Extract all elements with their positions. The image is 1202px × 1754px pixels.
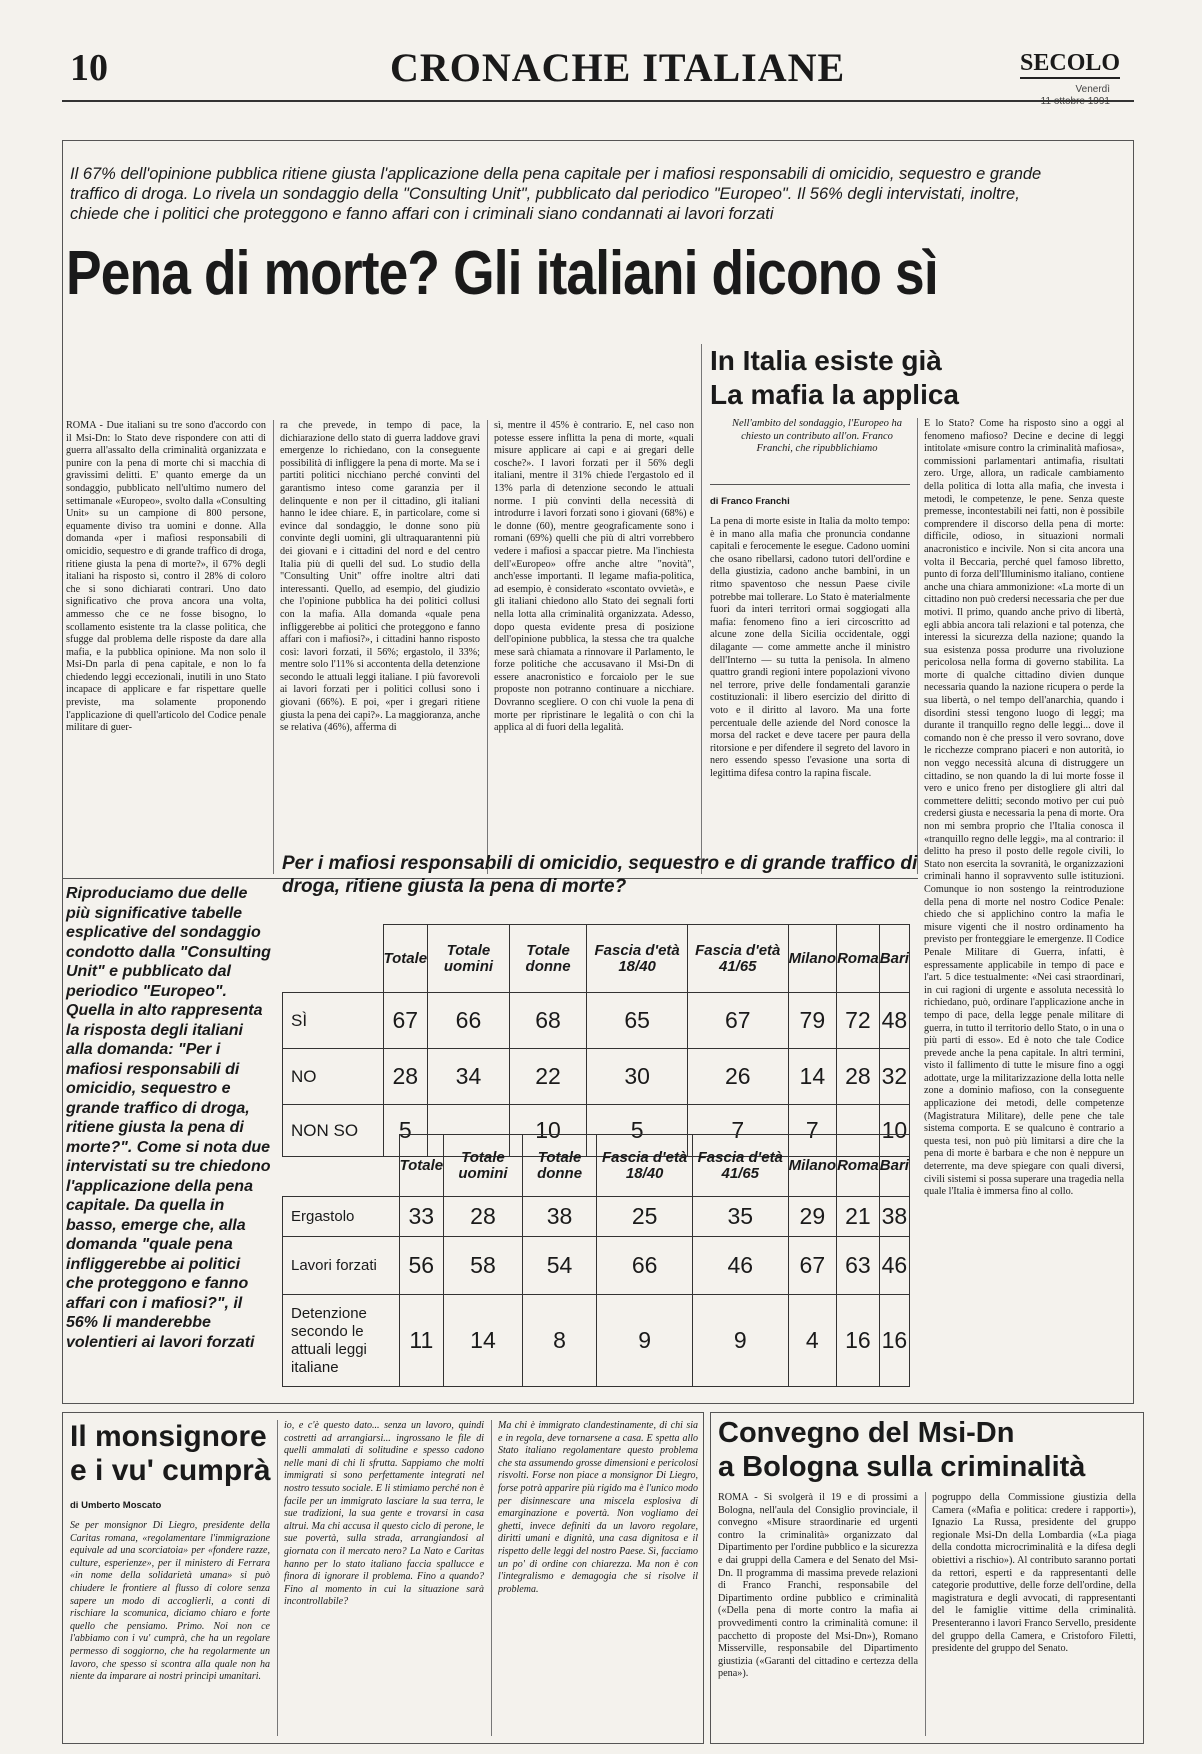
table-row: [283, 1197, 910, 1237]
row-label: Lavori forzati: [283, 1237, 400, 1295]
byline-rule: [710, 484, 910, 485]
table-row: [283, 1049, 910, 1105]
table-cell: 7: [687, 1105, 788, 1157]
sidebar-headline: [710, 344, 1010, 412]
table-cell: 25: [597, 1197, 693, 1237]
poll-caption: Riproduciamo due delle più significative tabelle esplicative del sondaggio condotto dalla "Consulting Unit" e pubblicato dal periodico "Europeo". Quella in alto rappresenta la risposta degli italiani alla domanda: "Per i mafiosi responsabili di omicidio, sequestro e grande traffico di droga, ritiene giusta la pena di morte?". Come si nota due intervistati su tre chiedono l'applicazione della pena capitale. Da quella in basso, emerge che, alla domanda "quale pena infliggerebbe ai politici che proteggono e fanno affari con i mafiosi?", il 56% li manderebbe volentieri ai lavori forzati: [66, 885, 271, 1351]
table-cell: 28: [383, 1049, 428, 1105]
table-cell: 54: [522, 1237, 597, 1295]
table-cell: 5: [383, 1105, 428, 1157]
sidebar-headline-line-2: La mafia la applica: [710, 379, 959, 410]
bottom-left-column-2: io, e c'è questo dato... senza un lavoro, quindi costretti ad arrangiarsi... ingrossano le file di quelli ammalati di solitudine e spesso cadono nelle mani di chi li sfrutta. Sappiamo che molti immigrati si sono perfettamente integrati nel nostro tessuto sociale. E li stimiamo perché non è facile per un immigrato lasciare la sua terra, le sue tradizioni, la sua gente e trovarsi in casa altrui. Ma chi accusa il questo ciclo di perone, le sue povertà, sulla strada, arrangiandosi al giornata con il mercato nero? La Nato e Caritas hanno per lo stato italiano faccia spallucce e finora di ignorare il problema. Fino a quando? Fino al momento in cui la situazione sarà incontrollabile?: [284, 1420, 484, 1608]
table-cell: 46: [879, 1237, 909, 1295]
table-cell: 35: [692, 1197, 788, 1237]
table-cell: 67: [383, 993, 428, 1049]
row-label: SÌ: [283, 993, 384, 1049]
header-milano: Milano: [788, 1135, 837, 1197]
header-fascia-41-65: Fascia d'età 41/65: [687, 925, 788, 993]
row-label: Detenzione secondo le attuali leggi italiane: [283, 1295, 400, 1387]
column-rule: [277, 1420, 278, 1736]
article-column-2: ra che prevede, in tempo di pace, la dichiarazione dello stato di guerra laddove gravi emergenze lo richiedano, con la conseguente possibilità di infliggere la pena di morte. Ma se i partiti politici nicchiano perché convinti del garantismo inteso come garanzia per il delinquente e non per il cittadino, gli italiani hanno le idee chiare. E, in particolare, come si evince dal sondaggio, le donne sono più convinte degli uomini, gli ultraquarantenni più dei giovani e i cittadini del nord e del centro Italia più di quelli del sud. Lo studio della "Consulting Unit" offre inoltre altri dati interessanti. Quello, ad esempio, del giudizio che l'opinione pubblica ha dei politici collusi con la mafia. Alla domanda «quale pena infliggerebbe ai politici che proteggono e fanno affari con i mafiosi?», i cittadini hanno risposto così: lavori forzati, il 56%; ergastolo, il 33%; mentre solo l'11% si accontenta della detenzione secondo le attuali leggi italiane. I più favorevoli ai lavori forzati per i politici collusi sono i giovani (66%). E poi, «per i gregari ritiene giusta la pena dei capi?». La maggioranza, anche se relativa (46%), afferma di: [280, 420, 480, 734]
bottom-right-column-2: pogruppo della Commissione giustizia della Camera («Mafia e politica: credere i rapporti»), Ignazio La Russa, presidente del gruppo regionale Msi-Dn della Lombardia («La piaga della condotta microcriminalità e la difesa degli obiettivi a rischio»). Al contributo saranno portati da rettori, esperti e da rappresentanti delle categorie produttive, delle forze dell'ordine, della magistratura e degli avvocati, di rappresentanti del le famiglie vittime della criminalità. Presenteranno i lavori Franco Servello, presidente del gruppo della Camera, e Cristoforo Filetti, presidente del gruppo del Senato.: [932, 1492, 1136, 1655]
table-cell: 21: [837, 1197, 880, 1237]
bottom-right-headline-line-2: a Bologna sulla criminalità: [718, 1451, 1086, 1483]
bottom-left-headline-line-2: e i vu' cumprà: [70, 1454, 271, 1487]
bottom-left-headline: [70, 1420, 280, 1488]
bottom-left-headline-line-1: Il monsignore: [70, 1420, 267, 1453]
table-cell: 48: [879, 993, 909, 1049]
row-label: Ergastolo: [283, 1197, 400, 1237]
column-rule: [701, 344, 702, 874]
article-column-1: ROMA - Due italiani su tre sono d'accordo con il Msi-Dn: lo Stato deve rispondere con atti di guerra all'assalto della criminalità organizzata e punire con la pena di morte chi si macchia di gravissimi delitti. E' quanto emerge da un sondaggio, pubblicato nell'ultimo numero del settimanale «Europeo», svolto dalla «Consulting Unit» su un campione di 800 persone, equamente diviso tra uomini e donne. Alla domanda «per i mafiosi responsabili di omicidio, sequestro e di grande traffico di droga, ritiene giusta la pena di morte?», il 67% degli italiani ha risposto sì, contro il 28% di coloro che si sono dichiarati contrari. Uno dato significativo che prova ancora una volta, ammesso che ce ne fosse bisogno, lo scollamento esistente tra la classe politica, che sfugge dal problema delle risposte da dare alla mafia, e la pubblica opinione. Ma non solo il Msi-Dn parla di pena capitale, e non lo fa chiedendo leggi eccezionali, inutili in uno Stato incapace di applicare e far rispettare quelle previste, ma solamente proponendo l'applicazione di quell'articolo del Codice penale militare di guer-: [66, 420, 266, 734]
sidebar-headline-line-1: In Italia esiste già: [710, 345, 942, 376]
poll-table-politicians: [282, 1134, 910, 1387]
table-cell: 14: [444, 1295, 523, 1387]
table-cell: 28: [444, 1197, 523, 1237]
page-number: 10: [70, 47, 108, 89]
table-corner: [283, 925, 384, 993]
sidebar-column-1: La pena di morte esiste in Italia da molto tempo: è in mano alla mafia che pronuncia condanne capitali e ferocemente le esegue. Cadono uomini che osano ribellarsi, cadono tutori dell'ordine e della giustizia, cadono anche bambini, in un ritmo spaventoso che nessun Paese civile potrebbe mai tollerare. Lo Stato è materialmente fuori da interi territori ormai soggiogati alla mafia: fenomeno fino a ieri circoscritto ad alcune zone della Sicilia occidentale, oggi dilagante — come ammette anche il ministro dell'Interno — su tutta la penisola. In almeno quattro grandi regioni intere popolazioni vivono nel terrore, prive delle fondamentali garanzie costituzionali: il libero esercizio del diritto di voto e il diritto al lavoro. Ma una forte percentuale delle aziende del Nord conosce la morsa del racket e deve tacere per paura della ritorsione e per difendere il segreto del lavoro in nero essendo spesso l'evasione una sorta di legittima difesa contro la rapina fiscale.: [710, 516, 910, 779]
table-cell: 33: [399, 1197, 444, 1237]
table-row: [283, 993, 910, 1049]
table-cell: 10: [509, 1105, 587, 1157]
dateline-day: Venerdì: [1075, 84, 1110, 95]
table-cell: 67: [687, 993, 788, 1049]
table-cell: 32: [879, 1049, 909, 1105]
table-cell: 16: [879, 1295, 909, 1387]
sidebar-column-2: E lo Stato? Come ha risposto sino a oggi al fenomeno mafioso? Decine e decine di leggi intitolate «misure contro la criminalità mafiosa», commissioni parlamentari antimafia, risultati zero. Urge, allora, un radicale cambiamento della politica di lotta alla mafia, che investa i metodi, le competenze, le pene. Senza queste premesse, incontestabili nei fatti, non è possibile comprendere il discorso della pena di morte: difficile, odioso, in situazioni normali anacronistico e incivile. Non si cita ancora una volta il Beccaria, perché quel famoso libretto, punto di forza dell'Illuminismo italiano, contiene anche una chiara ammonizione: «La morte di un cittadino non può credersi necessaria che per due motivi. Il primo, quando anche privo di libertà, egli abbia ancora tali relazioni e tal potenza, che interessi la sicurezza della nazione; quando la sua esistenza possa produrre una rivoluzione pericolosa nella forma di governo stabilita. La morte di qualche cittadino divien dunque necessaria quando la nazione ricupera o perde la sua libertà, o nel tempo dell'anarchia, quando i disordini stessi tengono luogo di leggi; ma durante il tranquillo regno delle leggi... dove il comando non è che presso il vero sovrano, dove le ricchezze comprano piaceri e non autorità, io non veggo necessità alcuna di distruggere un cittadino, se non quando la di lui morte fosse il vero e unico freno per distogliere gli altri dal commettere delitti; secondo motivo per cui può credersi giusta e necessaria la pena di morte. Ora non mi sembra proprio che l'Italia conosca il «tranquillo regno delle leggi», ma al contrario: il delitto ha preso il posto delle regole civili, lo Stato non esercita la sovranità, le organizzazioni criminali hanno il sopravvento sulle istituzioni. Comunque io non sostengo la reintroduzione della pena di morte nel nostro Codice Penale: chiedo che si applichino contro la mafia le misure vigenti che il nostro ordinamento ha previsto per fronteggiare le emergenze. Il Codice Penale Militare di Guerra, infatti, è espressamente applicabile in tempo di pace e l'art. 5 dice testualmente: «Nei casi straordinari, in cui ragioni di urgente e assoluta necessità lo richiedano, può, ordinare l'applicazione anche in tempo di pace, della legge penale militare di guerra, in tutto il territorio dello Stato, o in una o più parti di esso». Ed è noto che tale Codice prevede anche la pena capitale. In altri termini, visto il fallimento di tutte le misure fino a oggi adottate, urge la militarizzazione della lotta nelle zone a dominio mafioso, con la conseguente applicazione dei metodi, delle competenze (Magistratura Militare), delle pene che tale sistema comporta. E se qualcuno è contrario a questa tesi, non può più limitarsi a dire che la pena di morte è barbara e che non è neppure un deterrente, ma deve spiegare con quali diversi, civili sistemi si possa superare una tragedia nella quale l'Italia è immersa fino al collo.: [924, 418, 1124, 1198]
article-kicker: Il 67% dell'opinione pubblica ritiene giusta l'applicazione della pena capitale per i mafiosi responsabili di omicidio, sequestro e grande traffico di droga. Lo rivela un sondaggio della "Consulting Unit", pubblicato dal periodico "Europeo". Il 56% degli intervistati, inoltre, chiede che i politici che proteggono e fanno affari con i criminali siano condannati ai lavori forzati: [70, 165, 1042, 223]
sidebar-byline: di Franco Franchi: [710, 496, 790, 507]
table-cell: 67: [788, 1237, 837, 1295]
table-cell: 11: [399, 1295, 444, 1387]
table-cell: 46: [692, 1237, 788, 1295]
header-roma: Roma: [837, 925, 880, 993]
bottom-left-byline: di Umberto Moscato: [70, 1500, 162, 1511]
header-totale-uomini: Totale uomini: [428, 925, 510, 993]
table-cell: 66: [597, 1237, 693, 1295]
table-cell: 4: [788, 1295, 837, 1387]
article-column-3: sì, mentre il 45% è contrario. E, nel caso non potesse essere inflitta la pena di morte, «quali misure applicare ai capi e ai gregari delle cosche?». I lavori forzati per il 56% degli italiani, mentre il 31% chiede l'ergastolo ed il 13% parla di detenzione secondo le attuali norme. I più convinti della necessità di introdurre i lavori forzati sono i giovani (68%) e le donne (60), mentre geograficamente sono i romani (69%) quelli che più di altri vorrebbero vedere i mafiosi a spaccar pietre. Ma l'inchiesta dell'«Europeo» offre anche altre "novità", anch'esse importanti. Il legame mafia-politica, ad esempio, è considerato «scontato ovvietà», e gli italiani chiedono allo Stato dei segnali forti nella lotta alla criminalità organizzata. Adesso, dopo questa evidente presa di posizione dell'opinione pubblica, la stessa che tra qualche mese sarà chiamata a rinnovare il Parlamento, le forze politiche che accusavano il Msi-Dn di essere anacronistico e forcaiolo per le sue proposte non potranno continuare a nicchiare. Dovranno scegliere. O con chi vuole la pena di morte per ripristinare le legalità o con chi la applica al di fuori della legalità.: [494, 420, 694, 734]
table-cell: 14: [788, 1049, 837, 1105]
header-roma: Roma: [837, 1135, 880, 1197]
table-cell: 68: [509, 993, 587, 1049]
bottom-left-column-1: Se per monsignor Di Liegro, presidente della Caritas romana, «regolamentare l'immigrazione equivale ad una scorciatoia» per «fondere razze, culture, esperienze», per il ministero di Ferrara «in nome della solidarietà umana» si può chiudere le frontiere al flusso di colore senza sapere un modo di accoglierli, a conti di rischiare la scomunica, diciamo chiaro e forte quello che pensiamo. Primo. Noi non ce l'abbiamo con i vu' cumprà, che ha un regolare permesso di soggiorno, che ha regolarmente un lavoro, che spesso si scontra alla quale non ha niente da imparare ai nostri principi umanitari.: [70, 1520, 270, 1683]
table-cell: 38: [879, 1197, 909, 1237]
row-label: NON SO: [283, 1105, 384, 1157]
column-rule: [273, 420, 274, 874]
table-cell: 7: [788, 1105, 837, 1157]
table-row: [283, 1237, 910, 1295]
column-rule: [925, 1492, 926, 1736]
table-row: [283, 1295, 910, 1387]
header-fascia-41-65: Fascia d'età 41/65: [692, 1135, 788, 1197]
table-cell: 9: [597, 1295, 693, 1387]
table-cell: 29: [788, 1197, 837, 1237]
table-cell: 66: [428, 993, 510, 1049]
header-fascia-18-40: Fascia d'età 18/40: [597, 1135, 693, 1197]
header-bari: Bari: [879, 1135, 909, 1197]
table-cell: 10: [879, 1105, 909, 1157]
table-cell: 38: [522, 1197, 597, 1237]
header-totale: Totale: [399, 1135, 444, 1197]
column-rule: [487, 420, 488, 874]
table-cell: 9: [692, 1295, 788, 1387]
header-totale: Totale: [383, 925, 428, 993]
table-cell: 5: [587, 1105, 688, 1157]
dateline: [1020, 84, 1110, 108]
dateline-date: [1020, 96, 1110, 108]
bottom-right-column-1: ROMA - Si svolgerà il 19 e di prossimi a Bologna, nell'aula del Consiglio provinciale, il convegno «Misure straordinarie ed urgenti contro la criminalità» organizzato dal Dipartimento per l'ordine pubblico e la sicurezza e dai gruppi della Camera e del Senato del Msi-Dn. Il programma di massima prevede relazioni di Franco Franchi, responsabile del Dipartimento ordine pubblico e criminalità («Della pena di morte contro la mafia ai provvedimenti contro la criminalità comune: il pacchetto di proposte del Msi-Dn»), Romano Misserville, responsabile del Dipartimento giustizia («Garanti del cittadino e certezza della pena»).: [718, 1492, 918, 1680]
table-cell: 16: [837, 1295, 880, 1387]
section-title: CRONACHE ITALIANE: [390, 45, 846, 90]
article-headline: Pena di morte? Gli italiani dicono sì: [66, 239, 938, 308]
table-cell: 34: [428, 1049, 510, 1105]
table-cell: 79: [788, 993, 837, 1049]
sidebar-intro: Nell'ambito del sondaggio, l'Europeo ha chiesto un contributo all'on. Franco Franchi, che ripubblichiamo: [731, 418, 903, 454]
table-cell: 58: [444, 1237, 523, 1295]
table-cell: 30: [587, 1049, 688, 1105]
header-fascia-18-40: Fascia d'età 18/40: [587, 925, 688, 993]
header-totale-donne: Totale donne: [522, 1135, 597, 1197]
table-cell: 63: [837, 1237, 880, 1295]
column-rule: [917, 418, 918, 874]
bottom-left-column-3: Ma chi è immigrato clandestinamente, di chi sia e in regola, deve tornarsene a casa. E spetta allo Stato italiano regolamentare questo problema che sta assumendo grosse dimensioni e pericolosi risvolti. Forse non piace a monsignor Di Liegro, forse potrà apparire più rigido ma è l'unico modo per disinnescare una miscela esplosiva di emarginazione e povertà. Non vogliamo dei ghetti, invece definiti da un lavoro regolare, diritti umani e dignità, una casa dignitosa e il rispetto delle leggi del nostro Paese. Sì, facciamo un po' di ordine con chiarezza. Ma non è con l'integralismo e demagogia che si risolve il problema.: [498, 1420, 698, 1595]
bottom-right-headline: [718, 1416, 1138, 1484]
table-cell: 56: [399, 1237, 444, 1295]
poll-table-death-penalty: [282, 924, 910, 1157]
table-cell: 72: [837, 993, 880, 1049]
table-corner: [283, 1135, 400, 1197]
newspaper-logo: SECOLO: [1020, 50, 1120, 79]
table-cell: 65: [587, 993, 688, 1049]
top-rule: [62, 100, 1134, 102]
bottom-right-headline-line-1: Convegno del Msi-Dn: [718, 1417, 1015, 1449]
header-totale-donne: Totale donne: [509, 925, 587, 993]
header-bari: Bari: [879, 925, 909, 993]
table-cell: 22: [509, 1049, 587, 1105]
column-rule: [491, 1420, 492, 1736]
table-cell: 8: [522, 1295, 597, 1387]
header-totale-uomini: Totale uomini: [444, 1135, 523, 1197]
header-milano: Milano: [788, 925, 837, 993]
poll-question: Per i mafiosi responsabili di omicidio, sequestro e di grande traffico di droga, ritiene giusta la pena di morte?: [282, 853, 918, 897]
table-cell: 26: [687, 1049, 788, 1105]
table-cell: 28: [837, 1049, 880, 1105]
row-label: NO: [283, 1049, 384, 1105]
